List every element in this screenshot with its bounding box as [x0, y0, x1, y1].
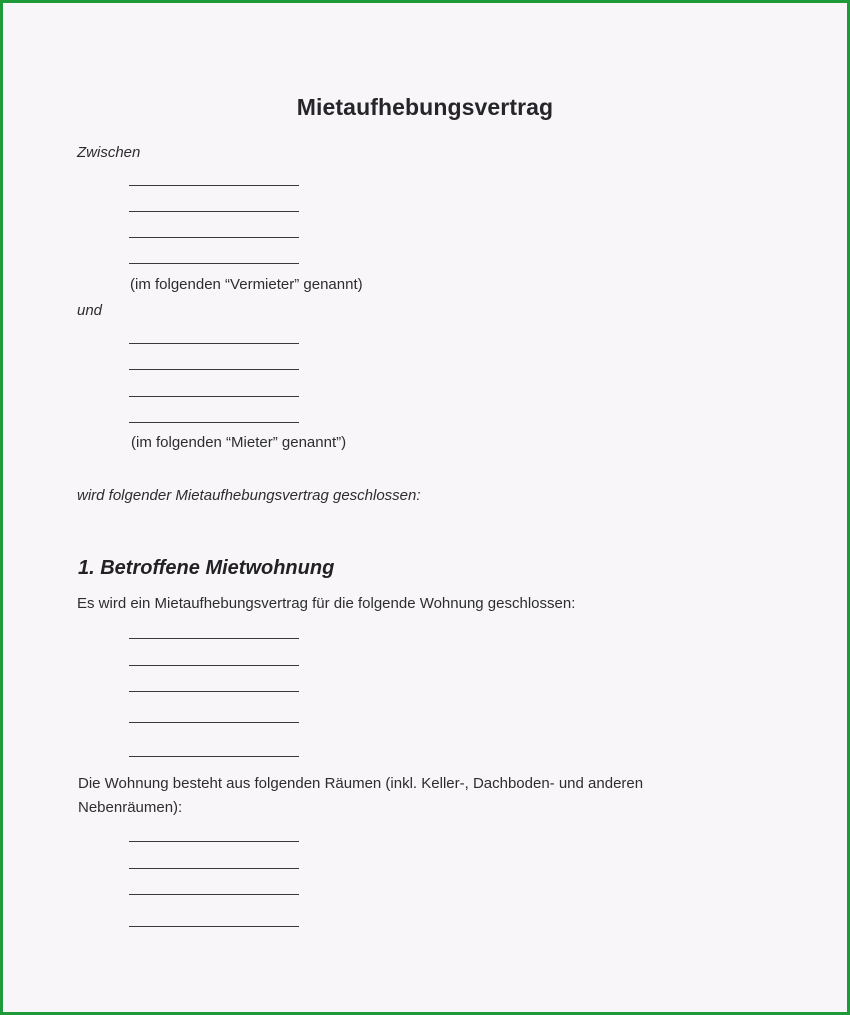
tenant-note: (im folgenden “Mieter” genannt”)	[131, 434, 347, 451]
section-1-heading: 1. Betroffene Mietwohnung	[78, 557, 335, 579]
conclusion-text: wird folgender Mietaufhebungsvertrag geschlossen:	[77, 487, 421, 504]
rooms-fill-line-3[interactable]	[129, 894, 299, 895]
landlord-fill-line-4[interactable]	[129, 263, 299, 264]
apartment-fill-line-3[interactable]	[129, 691, 299, 692]
landlord-fill-line-3[interactable]	[129, 237, 299, 238]
tenant-fill-line-2[interactable]	[129, 369, 299, 370]
rooms-fill-line-1[interactable]	[129, 841, 299, 842]
landlord-fill-line-1[interactable]	[129, 185, 299, 186]
landlord-note: (im folgenden “Vermieter” genannt)	[130, 276, 363, 293]
section-1-intro: Es wird ein Mietaufhebungsvertrag für die folgende Wohnung geschlossen:	[77, 595, 576, 612]
apartment-fill-line-1[interactable]	[129, 638, 299, 639]
rooms-fill-line-2[interactable]	[129, 868, 299, 869]
rooms-fill-line-4[interactable]	[129, 926, 299, 927]
tenant-fill-line-1[interactable]	[129, 343, 299, 344]
tenant-fill-line-3[interactable]	[129, 396, 299, 397]
between-label: Zwischen	[77, 144, 141, 161]
and-label: und	[77, 302, 103, 319]
page-title: Mietaufhebungsvertrag	[296, 94, 554, 120]
apartment-fill-line-2[interactable]	[129, 665, 299, 666]
apartment-fill-line-5[interactable]	[129, 756, 299, 757]
tenant-fill-line-4[interactable]	[129, 422, 299, 423]
landlord-fill-line-2[interactable]	[129, 211, 299, 212]
rooms-paragraph: Die Wohnung besteht aus folgenden Räumen (inkl. Keller-, Dachboden- und anderen Nebenräumen):	[78, 775, 644, 816]
apartment-fill-line-4[interactable]	[129, 722, 299, 723]
